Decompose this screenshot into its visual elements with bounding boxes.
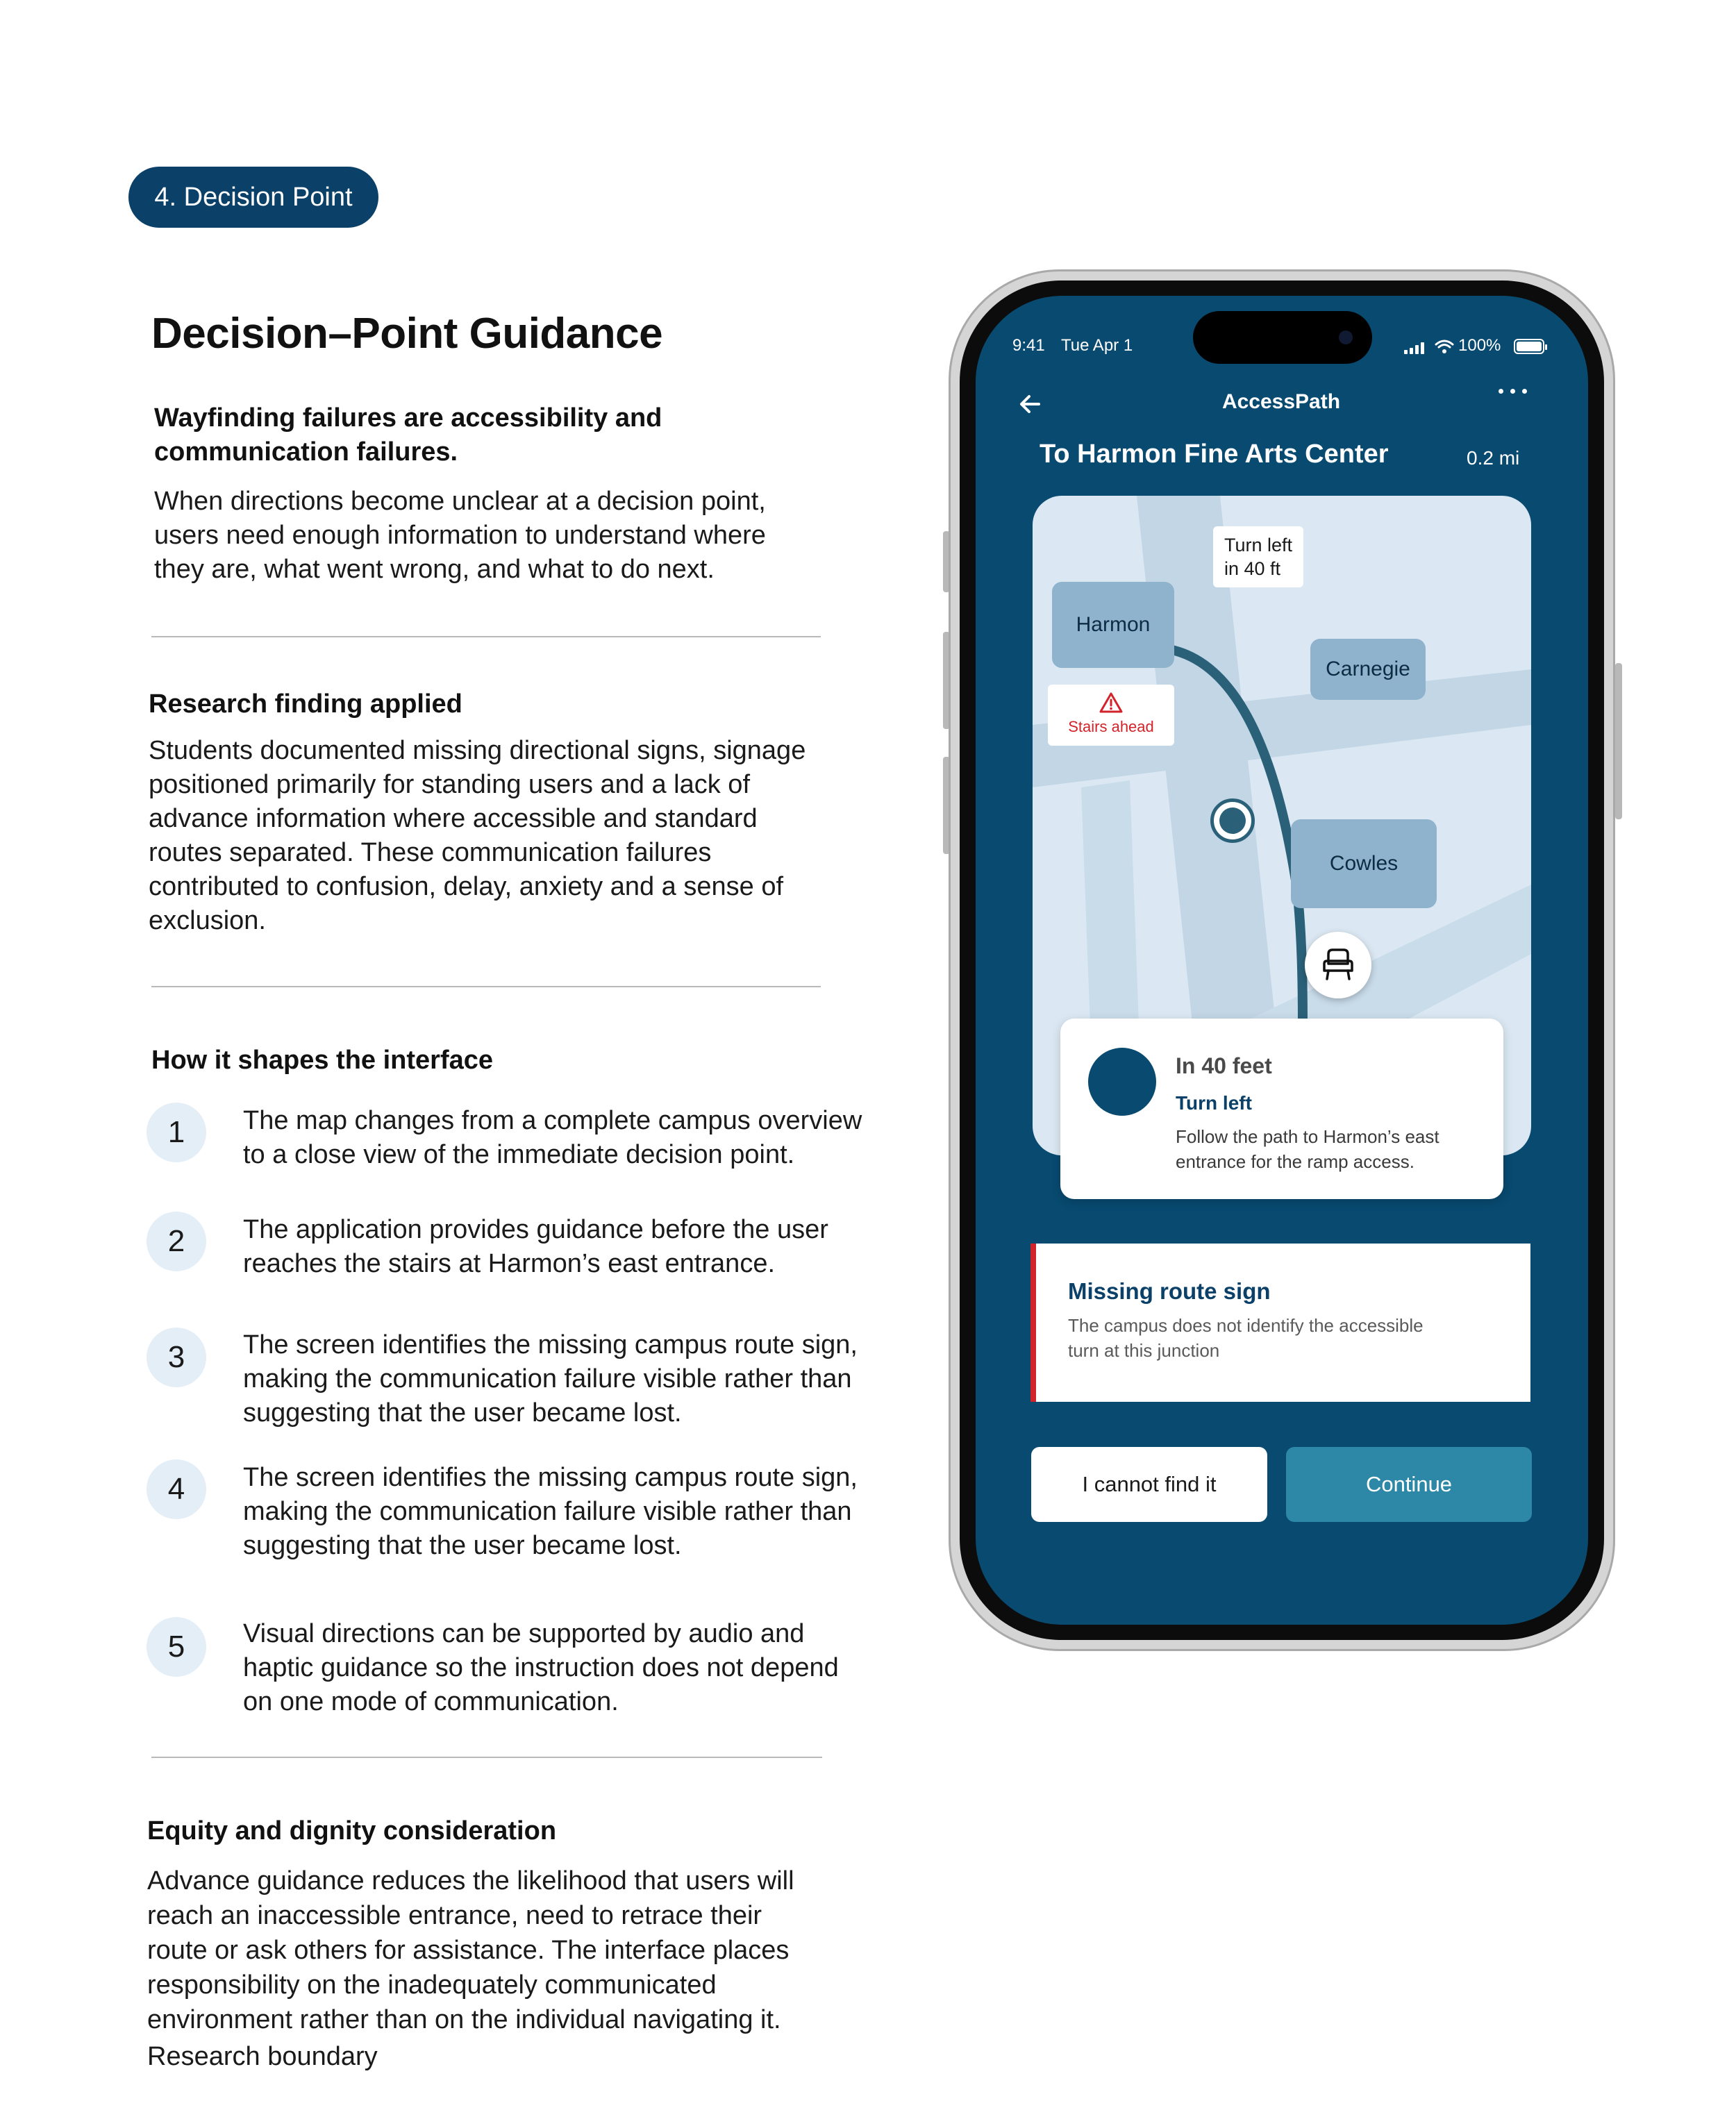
warning-icon <box>1099 692 1124 714</box>
alert-body-line: The campus does not identify the accessible <box>1068 1315 1424 1336</box>
step-line: reaches the stairs at Harmon’s east entrance. <box>243 1249 776 1278</box>
step-number: 5 <box>147 1617 206 1677</box>
more-options-icon[interactable] <box>1499 389 1527 394</box>
step-number: 1 <box>147 1103 206 1162</box>
wifi-icon <box>1435 339 1454 354</box>
divider <box>151 986 821 987</box>
status-time: 9:41 <box>1012 336 1045 355</box>
section-pill: 4. Decision Point <box>128 167 378 228</box>
building-harmon[interactable]: Harmon <box>1052 582 1174 668</box>
step-line: on one mode of communication. <box>243 1687 619 1716</box>
step-text <box>243 1213 910 1281</box>
building-cowles[interactable]: Cowles <box>1291 819 1437 908</box>
turn-direction-icon <box>1088 1048 1156 1116</box>
step-line: The map changes from a complete campus overview <box>243 1106 862 1135</box>
missing-sign-alert <box>1030 1244 1530 1402</box>
research-line: contributed to confusion, delay, anxiety and a sense of <box>149 872 784 901</box>
step-number: 3 <box>147 1328 206 1387</box>
cellular-signal-icon <box>1404 342 1424 354</box>
research-heading: Research finding applied <box>149 689 462 719</box>
nav-description <box>1176 1124 1488 1174</box>
equity-line: environment rather than on the individual navigating it. <box>147 2005 781 2034</box>
step-line: The screen identifies the missing campus route sign, <box>243 1330 858 1359</box>
equity-line: route or ask others for assistance. The interface places <box>147 1936 790 1965</box>
stairs-warning <box>1048 685 1174 746</box>
research-line: routes separated. These communication failures <box>149 838 712 867</box>
nav-distance: In 40 feet <box>1176 1053 1272 1078</box>
intro-body-line: When directions become unclear at a decision point, <box>154 487 766 516</box>
step-line: The application provides guidance before the user <box>243 1215 828 1244</box>
building-carnegie[interactable]: Carnegie <box>1310 639 1426 700</box>
step-text <box>243 1461 910 1563</box>
step-line: suggesting that the user became lost. <box>243 1531 682 1560</box>
app-name: AccessPath <box>1221 390 1341 413</box>
nav-description-line: entrance for the ramp access. <box>1176 1151 1414 1172</box>
step-line: The screen identifies the missing campus route sign, <box>243 1463 858 1492</box>
alert-body <box>1068 1313 1485 1363</box>
step-text <box>243 1328 910 1430</box>
destination-title: To Harmon Fine Arts Center <box>1040 440 1389 469</box>
equity-heading: Equity and dignity consideration <box>147 1816 557 1845</box>
distance-remaining: 0.2 mi <box>1467 447 1520 469</box>
research-line: Students documented missing directional signs, signage <box>149 736 806 765</box>
step-line: to a close view of the immediate decision point. <box>243 1140 795 1169</box>
accessible-seat-icon <box>1320 947 1356 983</box>
interface-heading: How it shapes the interface <box>151 1046 494 1075</box>
step-line: suggesting that the user became lost. <box>243 1398 682 1428</box>
step-line: making the communication failure visible rather than <box>243 1497 852 1526</box>
battery-percent: 100% <box>1458 336 1501 355</box>
stairs-warning-label: Stairs ahead <box>1068 718 1154 735</box>
page-title: Decision–Point Guidance <box>151 310 663 358</box>
alert-title: Missing route sign <box>1068 1278 1271 1304</box>
intro-body <box>154 485 890 587</box>
intro-lead-line: Wayfinding failures are accessibility and <box>154 403 662 433</box>
camera-icon <box>1339 330 1353 344</box>
intro-lead <box>154 401 849 469</box>
accessible-entrance-marker[interactable] <box>1305 932 1371 998</box>
step-text <box>243 1617 910 1719</box>
step-number: 4 <box>147 1459 206 1519</box>
turn-callout-line: in 40 ft <box>1224 558 1281 579</box>
step-line: haptic guidance so the instruction does not depend <box>243 1653 839 1682</box>
step-number: 2 <box>147 1212 206 1271</box>
step-line: making the communication failure visible rather than <box>243 1364 852 1393</box>
divider <box>151 1757 822 1758</box>
equity-line: Advance guidance reduces the likelihood that users will <box>147 1866 794 1895</box>
step-text <box>243 1104 910 1172</box>
turn-callout-line: Turn left <box>1224 535 1293 555</box>
intro-body-line: they are, what went wrong, and what to do next. <box>154 555 715 584</box>
research-body <box>149 734 912 938</box>
alert-body-line: turn at this junction <box>1068 1340 1220 1361</box>
step-line: Visual directions can be supported by audio and <box>243 1619 805 1648</box>
research-line: positioned primarily for standing users and a lack of <box>149 770 751 799</box>
battery-icon <box>1514 339 1544 354</box>
equity-line: responsibility on the inadequately communicated <box>147 1970 717 2000</box>
intro-lead-line: communication failures. <box>154 437 458 467</box>
continue-button[interactable]: Continue <box>1286 1447 1532 1522</box>
current-location-marker <box>1210 798 1255 843</box>
equity-line: reach an inaccessible entrance, need to retrace their <box>147 1901 762 1930</box>
research-boundary: Research boundary <box>147 2042 378 2071</box>
intro-body-line: users need enough information to understand where <box>154 521 766 550</box>
cannot-find-button[interactable]: I cannot find it <box>1031 1447 1267 1522</box>
research-line: exclusion. <box>149 906 266 935</box>
equity-body <box>147 1864 925 2076</box>
status-date: Tue Apr 1 <box>1061 336 1133 355</box>
research-line: advance information where accessible and standard <box>149 804 758 833</box>
nav-description-line: Follow the path to Harmon’s east <box>1176 1126 1439 1147</box>
turn-callout <box>1213 526 1303 587</box>
nav-turn: Turn left <box>1176 1092 1252 1114</box>
divider <box>151 636 821 637</box>
back-arrow-icon[interactable] <box>1015 389 1046 419</box>
power-button <box>1615 663 1622 819</box>
navigation-instruction-card <box>1060 1019 1503 1199</box>
